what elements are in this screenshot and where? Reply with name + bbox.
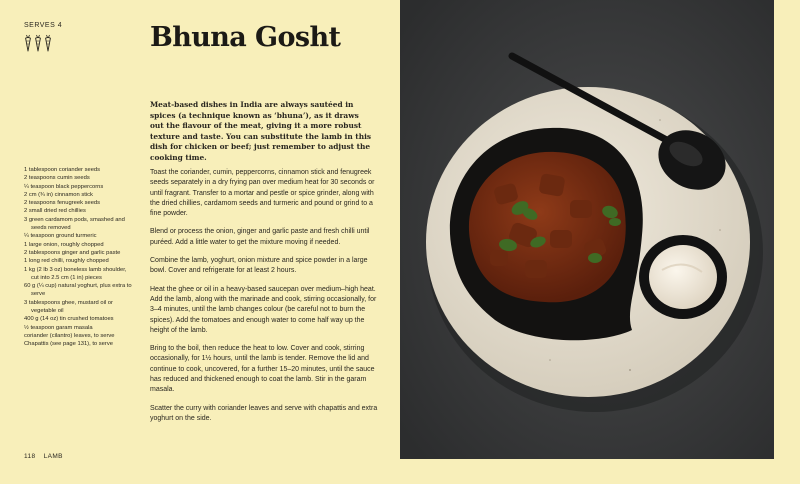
- method-step: Bring to the boil, then reduce the heat to low. Cover and cook, stirring occasionally, for 1½ hours, until the lamb is tender. Remove the lid and continue to cook, uncovered, for a further 15–20 minutes, until the sauce has reduced and thickened enough to coat the lamb. Stir in the garam masala.: [150, 345, 375, 394]
- ingredient-item: 1 tablespoon coriander seeds: [24, 167, 101, 173]
- method-step: Scatter the curry with coriander leaves and serve with chapattis and extra yoghurt on the side.: [150, 404, 378, 422]
- ingredient-item: 2 cm (¾ in) cinnamon stick: [24, 191, 93, 198]
- method-step: Toast the coriander, cumin, peppercorns, cinnamon stick and fenugreek seeds separately in a dry frying pan over medium heat for 30 seconds or until fragrant. Transfer to a mortar and pestle or spice grinder, along with the dried chillies, cardamom seeds and turmeric and pound or grind to a fine powder.: [150, 169, 375, 218]
- ingredient-item: 3 tablespoons ghee, mustard oil or vegetable oil: [24, 299, 113, 315]
- ingredient-item: 1 long red chilli, roughly chopped: [24, 258, 109, 265]
- ingredient-item: 2 tablespoons ginger and garlic paste: [24, 249, 121, 256]
- ingredient-list: [24, 166, 132, 349]
- page-margin: [400, 459, 774, 484]
- ingredient-item: ¼ teaspoon black peppercorns: [24, 183, 104, 190]
- recipe-intro: Meat-based dishes in India are always sautéed in spices (a technique known as ‘bhuna’), as it draws out the flavour of the meat, giving it a more robust texture and taste. You can substitute the lamb in this dish for chicken or beef; just remember to adjust the cooking time.: [150, 100, 372, 162]
- ingredient-item: ½ teaspoon garam masala: [24, 324, 93, 331]
- yoghurt: [649, 245, 717, 309]
- chilli-icon: [34, 34, 42, 52]
- method-step: Heat the ghee or oil in a heavy-based saucepan over medium–high heat. Add the lamb, along with the marinade and cook, stirring occasionally, for 3–4 minutes, until the lamb changes colour (be careful not to burn the spices). Add the tomatoes and enough water to come half way up the height of the lamb.: [150, 285, 377, 334]
- page-number: 118: [24, 453, 36, 460]
- section-name: LAMB: [43, 453, 63, 460]
- chilli-icon: [44, 34, 52, 52]
- method-steps: [150, 168, 382, 432]
- ingredient-item: 60 g (¼ cup) natural yoghurt, plus extra to serve: [24, 283, 132, 298]
- recipe-title: Bhuna Gosht: [150, 22, 341, 53]
- ingredient-item: Chapattis (see page 131), to serve: [24, 341, 113, 348]
- page-edge: [774, 0, 800, 484]
- ingredient-item: 3 green cardamom pods, smashed and seeds removed: [24, 216, 125, 232]
- ingredient-item: 1 kg (2 lb 3 oz) boneless lamb shoulder, cut into 2.5 cm (1 in) pieces: [24, 266, 127, 281]
- heat-rating: [24, 34, 52, 52]
- ingredient-item: 1 large onion, roughly chopped: [24, 241, 104, 248]
- ingredient-item: 2 teaspoons fenugreek seeds: [24, 200, 101, 207]
- page-footer: [24, 453, 63, 460]
- curry-photo: [400, 0, 774, 459]
- method-step: Combine the lamb, yoghurt, onion mixture and spice powder in a large bowl. Cover and refrigerate for at least 2 hours.: [150, 257, 368, 275]
- method-step: Blend or process the onion, ginger and garlic paste and fresh chilli until puréed. Add a little water to get the mixture moving if needed.: [150, 228, 370, 246]
- chilli-icon: [24, 34, 32, 52]
- ingredient-item: 400 g (14 oz) tin crushed tomatoes: [24, 316, 114, 323]
- ingredient-item: 2 teaspoons cumin seeds: [24, 175, 90, 182]
- ingredient-item: ¼ teaspoon ground turmeric: [24, 233, 97, 240]
- ingredient-item: 2 small dried red chillies: [24, 208, 86, 215]
- ingredient-item: coriander (cilantro) leaves, to serve: [24, 332, 115, 339]
- serves-label: SERVES 4: [24, 22, 63, 29]
